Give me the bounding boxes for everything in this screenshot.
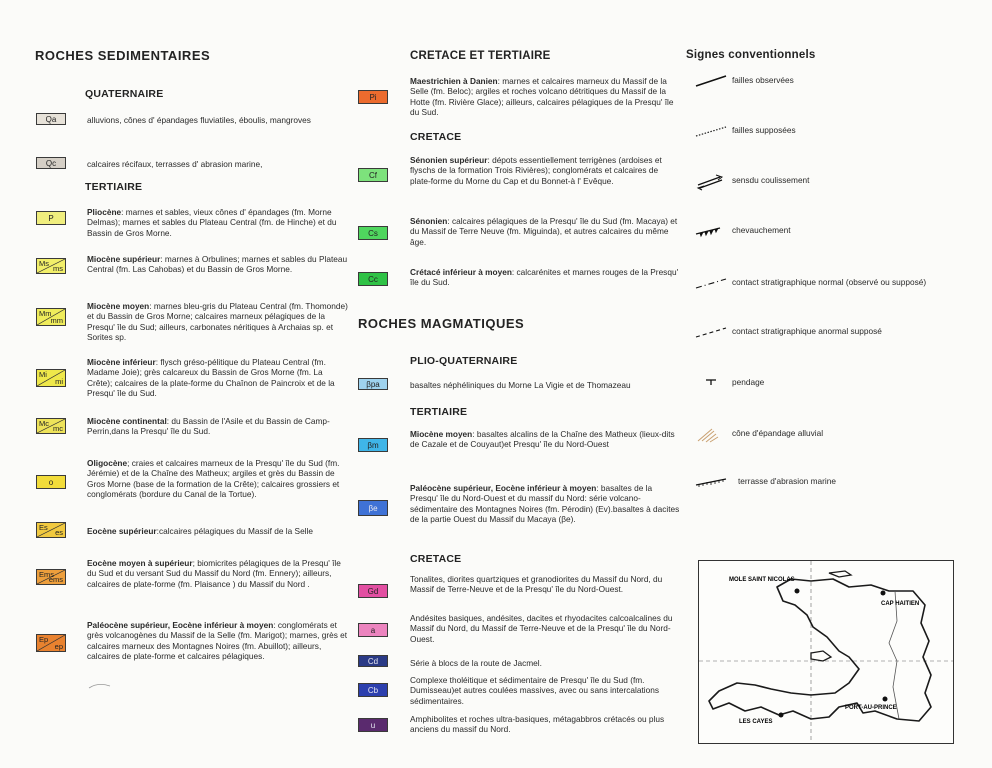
sign-cone-epandage xyxy=(694,427,974,445)
gonave-island xyxy=(811,651,831,661)
sign-label: chevauchement xyxy=(732,225,791,235)
signes-conventionnels-title: Signes conventionnels xyxy=(686,49,816,61)
col2-legend-text xyxy=(410,483,680,524)
legend-description: : marnes bleu-gris du Plateau Central (fm. Thomonde) et du Bassin de Gros Morne; calcaires marneux pélagiques de la Presqu' île du Sud; ailleurs, carbonates néritiques à Archaias sp. et Sorites sp. xyxy=(87,301,348,342)
faille-supposee-icon xyxy=(694,124,730,142)
col2-legend-text xyxy=(410,216,680,247)
sign-label: sensdu coulissement xyxy=(732,175,810,185)
cretace-title-2: CRETACE xyxy=(410,553,462,565)
col2-legend-text xyxy=(410,429,680,450)
swatch-code: Cb xyxy=(367,685,379,695)
swatch-code-top: Ems xyxy=(39,570,54,579)
col1-legend-swatch xyxy=(36,569,66,585)
swatch-code: Gd xyxy=(367,586,379,596)
terrasse-icon xyxy=(694,475,730,493)
legend-age: Miocène moyen xyxy=(87,301,150,311)
coulissement-icon xyxy=(694,174,730,192)
col1-legend-swatch xyxy=(36,475,66,489)
legend-description: calcaires récifaux, terrasses d' abrasion marine, xyxy=(87,159,263,169)
legend-description: :calcaires pélagiques du Massif de la Selle xyxy=(156,526,313,536)
legend-age: Crétacé inférieur à moyen xyxy=(410,267,512,277)
col2-legend-swatch xyxy=(358,500,388,516)
legend-age: Miocène continental xyxy=(87,416,167,426)
sign-label: terrasse d'abrasion marine xyxy=(738,476,836,486)
col2-legend-swatch xyxy=(358,226,388,240)
map-label-cayes: LES CAYES xyxy=(739,719,773,725)
swatch-code: u xyxy=(370,720,376,730)
legend-description: : calcarénites et marnes rouges de la Presqu' île du Sud. xyxy=(410,267,679,288)
pendage-icon xyxy=(694,376,730,394)
sign-label: pendage xyxy=(732,377,765,387)
col1-legend-text xyxy=(87,357,349,398)
swatch-code-bottom: mc xyxy=(53,424,63,433)
swatch-code: Qc xyxy=(45,158,57,168)
col2-legend-text xyxy=(410,380,680,390)
sign-terrasse xyxy=(694,475,974,493)
sign-label: failles observées xyxy=(732,75,794,85)
legend-age: Miocène moyen xyxy=(410,429,473,439)
city-dot xyxy=(795,589,800,594)
col2-legend-text xyxy=(410,267,680,288)
legend-description: : calcaires pélagiques de la Presqu' île du Sud (fm. Macaya) et du Massif de Terre Neuve (fm. Miguinda), et autres calcaires du même âge. xyxy=(410,216,678,247)
tertiaire-title-2: TERTIAIRE xyxy=(410,406,468,418)
sign-faille-supposee xyxy=(694,124,974,142)
map-label-pap: PORT-AU-PRINCE xyxy=(845,705,897,711)
legend-description: Tonalites, diorites quartziques et granodiorites du Massif du Nord, du Massif de Terre-Neuve et de la Presqu' île du Nord-Ouest. xyxy=(410,574,663,595)
map-label-cap: CAP HAITIEN xyxy=(881,601,920,607)
col2-legend-swatch xyxy=(358,272,388,286)
col2-legend-text xyxy=(410,76,680,117)
swatch-code: βpa xyxy=(366,379,380,389)
swatch-code: P xyxy=(48,213,54,223)
sign-label: failles supposées xyxy=(732,125,796,135)
legend-description: basaltes néphéliniques du Morne La Vigie et de Thomazeau xyxy=(410,380,631,390)
col2-legend-text xyxy=(410,714,680,735)
col1-legend-text xyxy=(87,416,349,437)
swatch-code-bottom: ems xyxy=(48,575,63,584)
col1-legend-swatch xyxy=(36,211,66,225)
haiti-map-inset xyxy=(698,560,954,744)
col1-legend-text xyxy=(87,207,349,238)
legend-age: Miocène inférieur xyxy=(87,357,156,367)
legend-description: : flysch gréso-pélitique du Plateau Central (fm. Madame Joie); grès calcareux du Bassin de Gros Morne (fm. La Crête); calcaires de la plate-forme du Chaînon de Paincroix et de la Presqu' île du Sud. xyxy=(87,357,335,398)
swatch-code-top: Ep xyxy=(39,635,49,644)
col2-legend-text xyxy=(410,675,680,706)
map-label-mole: MOLE SAINT NICOLAS xyxy=(729,577,795,583)
col1-legend-text xyxy=(87,254,349,275)
swatch-code: Qa xyxy=(45,114,57,124)
legend-description: : marnes et calcaires marneux du Massif de la Selle (fm. Beloc); argiles et roches volcano détritiques du Massif de la Hotte (fm. Rivière Glace); ailleurs, calcaires pélagiques de la Presqu' île du Sud. xyxy=(410,76,674,117)
swatch-code: Cc xyxy=(368,274,378,284)
col1-legend-swatch xyxy=(36,418,66,434)
col1-legend-text xyxy=(87,458,349,499)
sign-pendage xyxy=(694,376,974,394)
swatch-code-bottom: mi xyxy=(55,377,63,386)
col2-legend-text xyxy=(410,155,680,186)
swatch-code: Pi xyxy=(369,92,377,102)
sign-contact-normal xyxy=(694,276,974,294)
sign-label: contact stratigraphique normal (observé ou supposé) xyxy=(732,277,927,287)
city-dot xyxy=(779,713,784,718)
col1-legend-text xyxy=(87,620,349,661)
legend-description: : conglomérats et grès volcanogènes du Massif de la Selle (fm. Marigot); marnes, grès et calcaires marneux des Montagnes Noires (fm. Abuillot); ailleurs, calcaires de plate-forme et calcaires pélagiques. xyxy=(87,620,348,661)
col1-legend-text xyxy=(87,558,349,589)
legend-age: Maestrichien à Danien xyxy=(410,76,498,86)
swatch-code: βm xyxy=(367,440,379,450)
col1-legend-swatch xyxy=(36,522,66,538)
legend-age: Eocène moyen à supérieur xyxy=(87,558,193,568)
swatch-code-bottom: es xyxy=(55,528,63,537)
plio-quaternaire-title: PLIO-QUATERNAIRE xyxy=(410,355,518,367)
legend-description: ; craies et calcaires marneux de la Presqu' île du Sud (fm. Jérémie) et de la Chaîne des Matheux; argiles et grès du Bassin de Gros Morne (base de la formation de la Crête); calcaires grossiers et conglomérats (bordure du Canal de la Tortue). xyxy=(87,458,340,499)
legend-age: Paléocène supérieur, Eocène inférieur à moyen xyxy=(410,483,597,493)
col2-legend-text xyxy=(410,574,680,595)
col2-legend-swatch xyxy=(358,378,388,390)
legend-description: : du Bassin de l'Asile et du Bassin de Camp-Perrin,dans la Presqu' île du Sud. xyxy=(87,416,330,437)
tertiaire-title: TERTIAIRE xyxy=(85,181,143,193)
legend-age: Pliocène xyxy=(87,207,122,217)
col1-legend-swatch xyxy=(36,634,66,652)
legend-age: Paléocène supérieur, Eocène inférieur à moyen xyxy=(87,620,274,630)
quaternaire-title: QUATERNAIRE xyxy=(85,88,164,100)
roches-sedimentaires-title: ROCHES SEDIMENTAIRES xyxy=(35,48,211,63)
sign-chevauchement xyxy=(694,224,974,242)
col2-legend-swatch xyxy=(358,168,388,182)
contact-normal-icon xyxy=(694,276,730,294)
col2-legend-swatch xyxy=(358,438,388,452)
legend-description: : basaltes de la Presqu' île du Nord-Ouest et du massif du Nord: série volcano-sédimentaire des Montagnes Noires (fm. Pérodin) (Ev).basaltes à dacites de la partie Ouest du Massif du Macaya (βe). xyxy=(410,483,680,524)
city-dot xyxy=(881,591,886,596)
legend-description: : marnes à Orbulines; marnes et sables du Plateau Central (fm. Las Cahobas) et du Bassin de Gros Morne. xyxy=(87,254,348,275)
contact-anormal-icon xyxy=(694,325,730,343)
col1-legend-text xyxy=(87,159,349,169)
swatch-code-bottom: mm xyxy=(50,316,63,325)
col2-legend-swatch xyxy=(358,718,388,732)
cretace-title: CRETACE xyxy=(410,131,462,143)
swatch-code: βe xyxy=(368,503,378,513)
legend-description: Amphibolites et roches ultra-basiques, métagabbros crétacés ou plus anciens du massif du Nord. xyxy=(410,714,665,735)
swatch-code-top: Mc xyxy=(39,419,49,428)
legend-age: Miocène supérieur xyxy=(87,254,161,264)
col1-legend-text xyxy=(87,115,349,125)
cretace-tertiaire-title: CRETACE ET TERTIAIRE xyxy=(410,50,551,62)
cone-epandage-icon xyxy=(694,427,730,445)
legend-age: Eocène supérieur xyxy=(87,526,157,536)
swatch-code-top: Mm xyxy=(39,309,52,318)
col1-legend-swatch xyxy=(36,258,66,274)
city-dot xyxy=(883,697,888,702)
sign-label: cône d'épandage alluvial xyxy=(732,428,824,438)
swatch-code-top: Ms xyxy=(39,259,49,268)
legend-description: : basaltes alcalins de la Chaîne des Matheux (lieux-dits de Cazale et de Couyaut)et Presqu' île du Nord-Ouest xyxy=(410,429,675,450)
col2-legend-text xyxy=(410,658,680,668)
col2-legend-swatch xyxy=(358,655,388,667)
sign-contact-anormal xyxy=(694,325,974,343)
decorative-stroke xyxy=(88,680,112,690)
legend-description: ; biomicrites pélagiques de la Presqu' île du Sud et du versant Sud du Massif du Nord (fm. Ennery); ailleurs, calcaires de plate-forme (fm. Plaisance ) du Massif du Nord . xyxy=(87,558,341,589)
roches-magmatiques-title: ROCHES MAGMATIQUES xyxy=(358,316,525,331)
swatch-code: Cd xyxy=(367,656,379,666)
swatch-code-top: Mi xyxy=(39,370,47,379)
legend-description: Andésites basiques, andésites, dacites et rhyodacites calcoalcalines du Massif du Nord, du Massif de Terre-Neuve et de la Presqu' île du Nord-Ouest. xyxy=(410,613,673,644)
legend-description: Série à blocs de la route de Jacmel. xyxy=(410,658,542,668)
legend-age: Sénonien xyxy=(410,216,448,226)
col1-legend-text xyxy=(87,526,349,536)
col2-legend-text xyxy=(410,613,680,644)
col2-legend-swatch xyxy=(358,683,388,697)
legend-description: : marnes et sables, vieux cônes d' épandages (fm. Morne Delmas); marnes et sables du Plateau Central (fm. de Hinche) et du Bassin de Gros Morne. xyxy=(87,207,337,238)
swatch-code: a xyxy=(370,625,376,635)
legend-age: Oligocène xyxy=(87,458,128,468)
col1-legend-text xyxy=(87,301,349,342)
col2-legend-swatch xyxy=(358,623,388,637)
swatch-code: Cs xyxy=(368,228,378,238)
swatch-code: Cf xyxy=(369,170,377,180)
legend-age: Sénonien supérieur xyxy=(410,155,488,165)
swatch-code-bottom: ms xyxy=(53,264,63,273)
sign-faille-observee xyxy=(694,74,974,92)
haiti-map-svg xyxy=(699,561,953,743)
sign-coulissement xyxy=(694,174,974,192)
col2-legend-swatch xyxy=(358,584,388,598)
legend-description: : dépots essentiellement terrigènes (ardoises et flyschs de la formation Trois Rivières); conglomérats et calcaires de plate-forme du Morne du Cap et du Bonnet-à l' Evêque. xyxy=(410,155,662,186)
legend-description: Complexe tholéitique et sédimentaire de Presqu' île du Sud (fm. Dumisseau)et autres coulées massives, avec ou sans intercalations sédimentaires. xyxy=(410,675,660,706)
col1-legend-swatch xyxy=(36,113,66,125)
col1-legend-swatch xyxy=(36,157,66,169)
col1-legend-swatch xyxy=(36,308,66,326)
chevauchement-icon xyxy=(694,224,730,242)
col1-legend-swatch xyxy=(36,369,66,387)
swatch-code: o xyxy=(48,477,54,487)
border-line xyxy=(889,591,899,719)
col2-legend-swatch xyxy=(358,90,388,104)
faille-observee-icon xyxy=(694,74,730,92)
sign-label: contact stratigraphique anormal supposé xyxy=(732,326,882,336)
legend-description: alluvions, cônes d' épandages fluviatiles, éboulis, mangroves xyxy=(87,115,311,125)
swatch-code-top: Es xyxy=(39,523,48,532)
tortue-island xyxy=(829,571,851,577)
swatch-code-bottom: ep xyxy=(54,642,63,651)
